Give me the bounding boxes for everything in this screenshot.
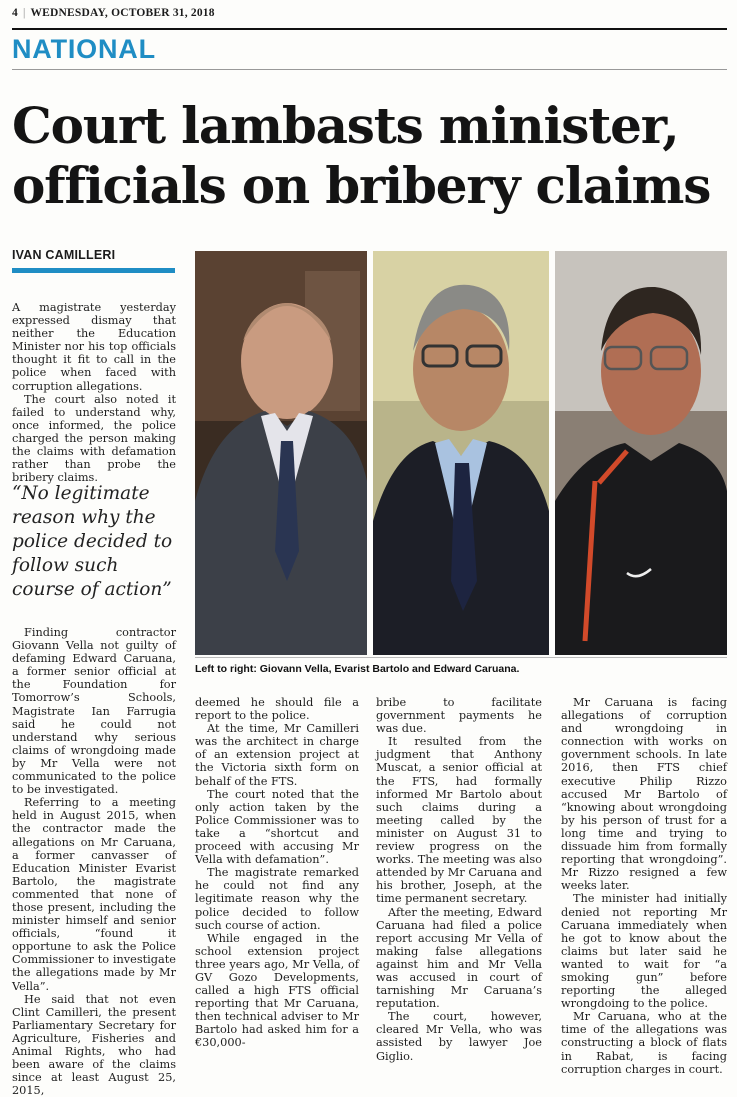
section-label: NATIONAL xyxy=(12,34,156,64)
photo-evarist-bartolo xyxy=(373,251,549,655)
photo-giovann-vella xyxy=(195,251,367,655)
photo-caption: Left to right: Giovann Vella, Evarist Bartolo and Edward Caruana. xyxy=(195,663,520,675)
issue-date: WEDNESDAY, OCTOBER 31, 2018 xyxy=(30,7,215,19)
paragraph: The minister had initially denied not reporting Mr Caruana immediately when he got to know about the claims but later said he wanted to wait for “a smoking gun” before reporting the alleged wrongdoing to the police. xyxy=(561,892,727,1011)
page-number: 4 xyxy=(12,7,18,19)
paragraph: It resulted from the judgment that Anthony Muscat, a senior official at the FTS, had formally informed Mr Bartolo about such claims during a meeting called by the minister on August 31 to review progress on the works. The meeting was also attended by Mr Caruana and his brother, Joseph, at the time permanent secretary. xyxy=(376,735,542,906)
paragraph: Mr Caruana, who at the time of the allegations was constructing a block of flats in Rabat, is facing corruption charges in court. xyxy=(561,1010,727,1076)
column-4 xyxy=(561,696,727,1076)
paragraph: deemed he should file a report to the police. xyxy=(195,696,359,723)
paragraph: While engaged in the school extension project three years ago, Mr Vella, of GV Gozo Developments, called a high FTS official reporting that Mr Caruana, then technical adviser to Mr Bartolo had asked him for a €30,000- xyxy=(195,931,359,1050)
pull-quote: “No legitimate reason why the police decided to follow such course of action” xyxy=(12,483,173,600)
byline-rule xyxy=(12,268,175,273)
paragraph: At the time, Mr Camilleri was the architect in charge of an extension project at the Victoria sixth form on behalf of the FTS. xyxy=(195,722,359,788)
section-rule xyxy=(12,69,727,70)
paragraph: He said that not even Clint Camilleri, the present Parliamentary Secretary for Agriculture, Fisheries and Animal Rights, who had been aware of the claims since at least August 25, 2015, xyxy=(12,992,176,1097)
headline xyxy=(12,96,732,216)
caption-rule xyxy=(195,657,727,658)
headline-line-1: Court lambasts minister, xyxy=(12,96,679,155)
paragraph: The magistrate remarked he could not find any legitimate reason why the police decided to follow such course of action. xyxy=(195,866,359,932)
column-3 xyxy=(376,696,542,1063)
paragraph: Mr Caruana is facing allegations of corruption and wrongdoing in connection with works on government schools. In late 2016, then FTS chief executive Philip Rizzo accused Mr Bartolo of “knowing about wrongdoing by his person of trust for a long time and trying to dissuade him from formally reporting that wrongdoing”. Mr Rizzo resigned a few weeks later. xyxy=(561,696,727,893)
paragraph: The court, however, cleared Mr Vella, who was assisted by lawyer Joe Giglio. xyxy=(376,1010,542,1063)
paragraph: Referring to a meeting held in August 2015, when the contractor made the allegations on Mr Caruana, a former canvasser of Education Minister Evarist Bartolo, the magistrate commented that none of those present, including the minister himself and senior officials, “found it opportune to ask the Police Commissioner to investigate the allegations made by Mr Vella”. xyxy=(12,796,176,993)
byline: IVAN CAMILLERI xyxy=(12,248,116,262)
column-2 xyxy=(195,696,359,1050)
top-rule xyxy=(12,28,727,30)
column-1-intro xyxy=(12,301,176,484)
paragraph: A magistrate yesterday expressed dismay that neither the Education Minister nor his top officials thought it fit to call in the police when faced with corruption allegations. xyxy=(12,301,176,393)
page-folio xyxy=(12,7,215,19)
paragraph: After the meeting, Edward Caruana had filed a police report accusing Mr Vella of making false allegations against him and Mr Vella was accused in court of tarnishing Mr Caruana’s reputation. xyxy=(376,905,542,1011)
headline-line-2: officials on bribery claims xyxy=(12,156,711,215)
photo-edward-caruana xyxy=(555,251,727,655)
paragraph: The court also noted it failed to understand why, once informed, the police charged the person making the claims with defamation rather than probe the bribery claims. xyxy=(12,392,176,485)
paragraph: The court noted that the only action taken by the Police Commissioner was to take a “shortcut and proceed with accusing Mr Vella with defamation”. xyxy=(195,787,359,867)
folio-separator: | xyxy=(22,7,26,19)
paragraph: bribe to facilitate government payments he was due. xyxy=(376,696,542,736)
column-1-body xyxy=(12,626,176,1097)
paragraph: Finding contractor Giovann Vella not guilty of defaming Edward Caruana, a former senior official at the Foundation for Tomorrow’s Schools, Magistrate Ian Farrugia said he could not understand why serious claims of wrongdoing made by Mr Vella were not communicated to the police to be investigated. xyxy=(12,626,176,797)
